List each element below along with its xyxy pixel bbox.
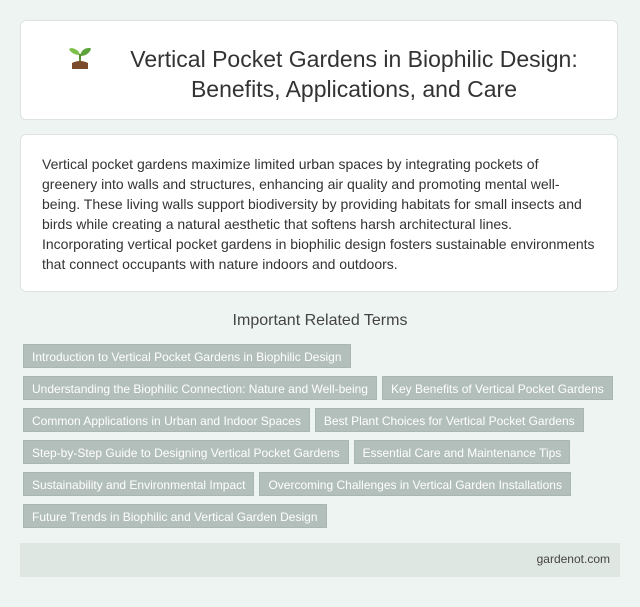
tag-row	[23, 504, 332, 528]
related-term-link[interactable]: Step-by-Step Guide to Designing Vertical Pocket Gardens	[23, 440, 349, 464]
related-term-link[interactable]: Overcoming Challenges in Vertical Garden Installations	[259, 472, 570, 496]
footer	[20, 543, 620, 577]
related-term-link[interactable]: Common Applications in Urban and Indoor Spaces	[23, 408, 310, 432]
related-term-link[interactable]: Key Benefits of Vertical Pocket Gardens	[382, 376, 613, 400]
tag-row	[23, 408, 589, 432]
related-term-link[interactable]: Best Plant Choices for Vertical Pocket Gardens	[315, 408, 584, 432]
tag-row	[23, 472, 576, 496]
related-term-link[interactable]: Understanding the Biophilic Connection: Nature and Well-being	[23, 376, 377, 400]
tag-row	[23, 440, 575, 464]
description-card	[20, 134, 618, 292]
description-text: Vertical pocket gardens maximize limited urban spaces by integrating pockets of greenery into walls and structures, enhancing air quality and promoting mental well-being. These living walls support biodiversity by providing habitats for small insects and birds while creating a natural aesthetic that softens harsh architectural lines. Incorporating vertical pocket gardens in biophilic design fosters sustainable environments that connect occupants with nature indoors and outdoors.	[42, 156, 595, 272]
tag-row	[23, 376, 618, 400]
related-term-link[interactable]: Sustainability and Environmental Impact	[23, 472, 254, 496]
tag-row	[23, 344, 356, 368]
related-term-link[interactable]: Introduction to Vertical Pocket Gardens in Biophilic Design	[23, 344, 351, 368]
title-line-2: Benefits, Applications, and Care	[190, 76, 518, 102]
seedling-icon	[67, 43, 93, 71]
related-term-link[interactable]: Essential Care and Maintenance Tips	[354, 440, 571, 464]
title-line-1: Vertical Pocket Gardens in Biophilic Design:	[130, 46, 578, 72]
related-term-link[interactable]: Future Trends in Biophilic and Vertical Garden Design	[23, 504, 327, 528]
page-title	[111, 44, 597, 104]
title-card	[20, 20, 618, 120]
related-terms-heading: Important Related Terms	[232, 312, 408, 329]
site-link[interactable]: gardenot.com	[536, 552, 610, 566]
